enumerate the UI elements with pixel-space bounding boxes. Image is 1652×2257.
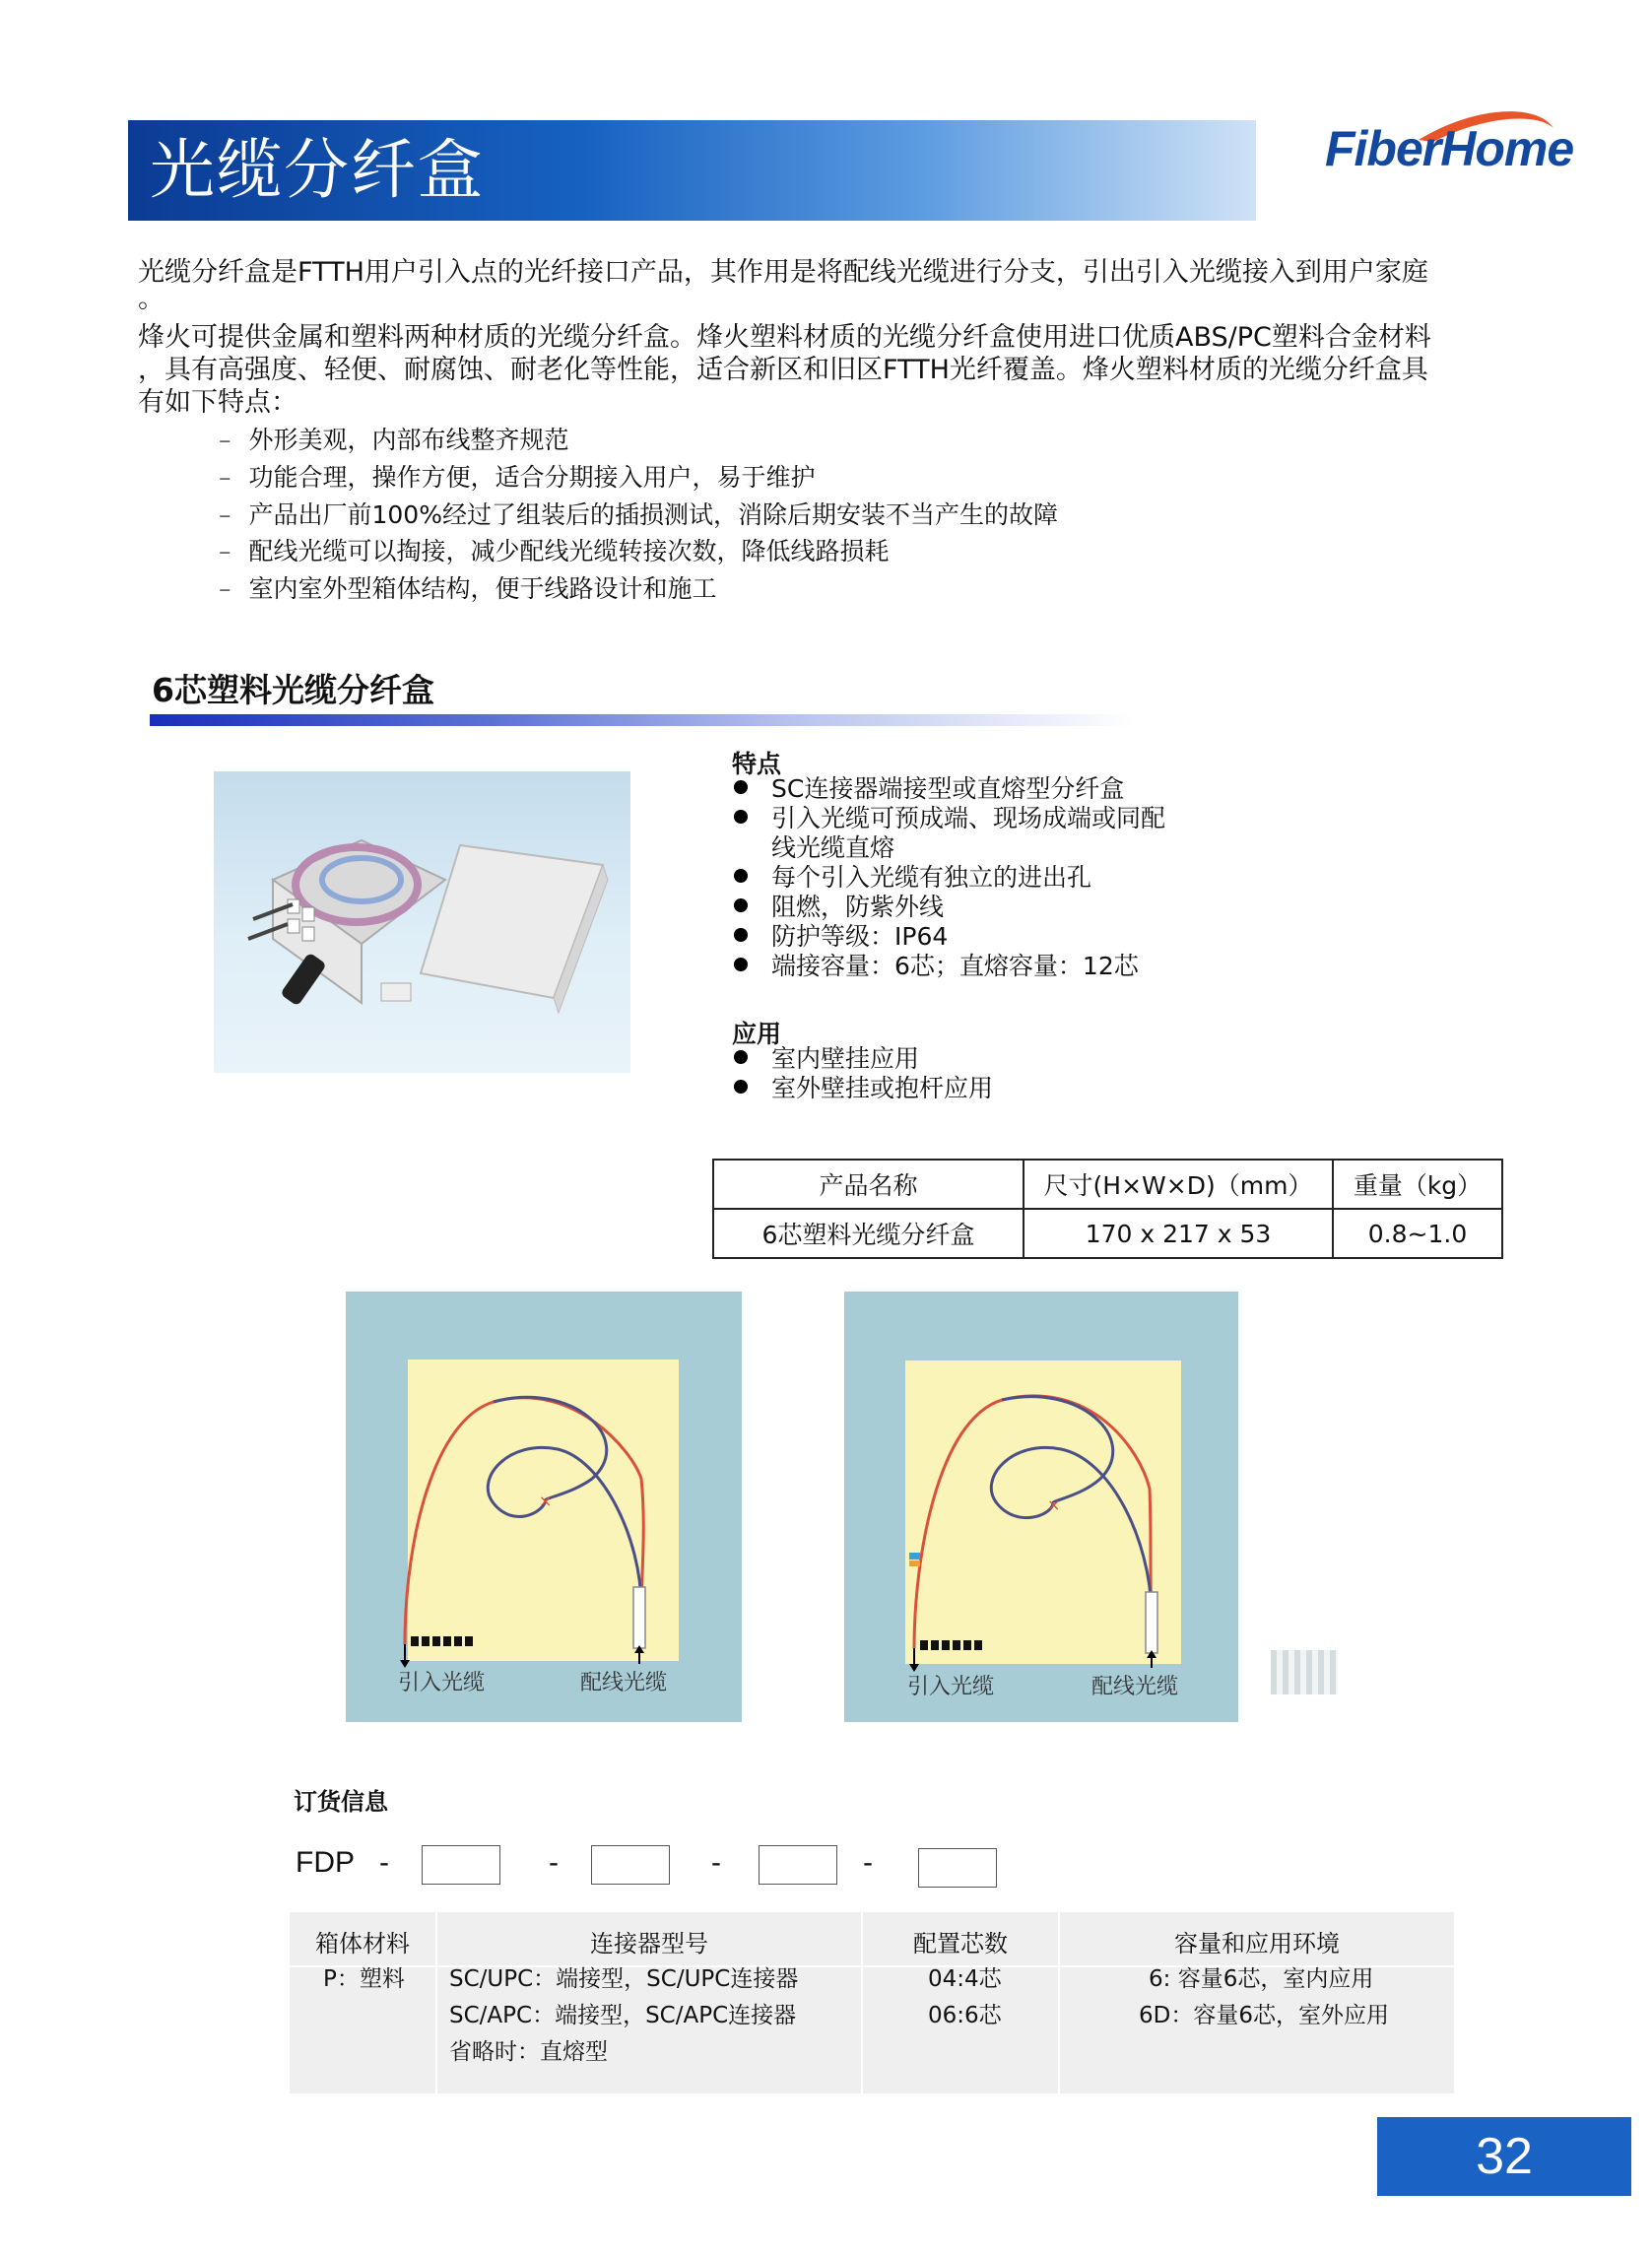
bullet-icon bbox=[734, 1050, 748, 1064]
section-title: 6芯塑料光缆分纤盒 bbox=[152, 671, 434, 709]
bullet-icon bbox=[734, 869, 748, 883]
bullet-icon bbox=[734, 1080, 748, 1094]
brand-logo bbox=[1325, 99, 1574, 197]
intro-point: – 产品出厂前100%经过了组装后的插损测试，消除后期安装不当产生的故障 bbox=[219, 500, 1058, 529]
feature-item: 引入光缆可预成端、现场成端或同配 bbox=[734, 804, 1165, 833]
table-cell: 省略时：直熔型 bbox=[449, 2039, 608, 2065]
svg-text:×: × bbox=[1047, 1495, 1061, 1514]
intro-line-4: 有如下特点： bbox=[138, 387, 297, 418]
spec-header-row bbox=[713, 1160, 1502, 1209]
spec-header: 产品名称 bbox=[713, 1160, 1024, 1209]
intro-point: – 功能合理，操作方便，适合分期接入用户，易于维护 bbox=[219, 463, 816, 492]
page-number-badge bbox=[1377, 2117, 1631, 2196]
spec-table bbox=[712, 1159, 1503, 1259]
bullet-icon bbox=[734, 898, 748, 912]
ordering-title: 订货信息 bbox=[294, 1788, 388, 1816]
feature-item: 每个引入光缆有独立的进出孔 bbox=[734, 863, 1091, 893]
bullet-icon bbox=[734, 958, 748, 971]
order-code-separator: - bbox=[379, 1846, 389, 1879]
spec-cell: 170 x 217 x 53 bbox=[1024, 1209, 1333, 1258]
feature-item: SC连接器端接型或直熔型分纤盒 bbox=[734, 774, 1124, 804]
table-cell: 04:4芯 bbox=[928, 1966, 1002, 1992]
order-code-field-material[interactable] bbox=[422, 1845, 500, 1885]
fiber-box-illustration bbox=[214, 771, 630, 1073]
intro-line-1-end: 。 bbox=[138, 284, 165, 314]
ordering-table bbox=[290, 1912, 1454, 2093]
distribution-cable-label: 配线光缆 bbox=[1091, 1675, 1179, 1699]
order-code-field-cores[interactable] bbox=[759, 1845, 837, 1885]
spec-cell: 0.8~1.0 bbox=[1333, 1209, 1502, 1258]
fiber-route-icon bbox=[346, 1292, 742, 1722]
feature-item: 防护等级：IP64 bbox=[734, 922, 948, 952]
intro-point: – 配线光缆可以掏接，减少配线光缆转接次数，降低线路损耗 bbox=[219, 537, 890, 565]
drop-cable-label: 引入光缆 bbox=[907, 1675, 995, 1699]
feature-item-continuation: 线光缆直熔 bbox=[771, 833, 895, 862]
page-title: 光缆分纤盒 bbox=[150, 132, 485, 208]
svg-text:×: × bbox=[539, 1492, 553, 1510]
feature-item: 端接容量：6芯；直熔容量：12芯 bbox=[734, 952, 1139, 981]
table-cell: 6D：容量6芯，室外应用 bbox=[1139, 2003, 1389, 2028]
table-cell: SC/UPC：端接型，SC/UPC连接器 bbox=[449, 1966, 799, 1992]
order-code-separator: - bbox=[549, 1846, 559, 1879]
drop-cable-label: 引入光缆 bbox=[398, 1671, 486, 1695]
order-code-field-connector[interactable] bbox=[591, 1845, 670, 1885]
column-header: 配置芯数 bbox=[913, 1930, 1008, 1958]
bullet-icon bbox=[734, 810, 748, 824]
column-header: 连接器型号 bbox=[590, 1930, 708, 1958]
order-code-prefix: FDP bbox=[296, 1846, 355, 1879]
spec-header: 尺寸(H×W×D)（mm） bbox=[1024, 1160, 1333, 1209]
product-photo bbox=[214, 771, 630, 1073]
page-number: 32 bbox=[1476, 2128, 1533, 2185]
order-code-separator: - bbox=[711, 1846, 721, 1879]
features-heading: 特点 bbox=[732, 750, 782, 778]
spec-row bbox=[713, 1209, 1502, 1258]
distribution-cable-label: 配线光缆 bbox=[580, 1671, 668, 1695]
application-heading: 应用 bbox=[732, 1020, 782, 1048]
wiring-diagram-right bbox=[844, 1292, 1238, 1722]
section-underline bbox=[150, 714, 1135, 726]
spec-cell: 6芯塑料光缆分纤盒 bbox=[713, 1209, 1024, 1258]
column-header: 箱体材料 bbox=[315, 1930, 410, 1958]
intro-line-2: 烽火可提供金属和塑料两种材质的光缆分纤盒。烽火塑料材质的光缆分纤盒使用进口优质ABS/PC塑料合金材料 bbox=[138, 322, 1431, 353]
order-code-field-capacity[interactable] bbox=[918, 1848, 997, 1888]
table-cell: 6: 容量6芯，室内应用 bbox=[1149, 1966, 1374, 1992]
fiber-route-icon bbox=[844, 1292, 1238, 1722]
spec-header: 重量（kg） bbox=[1333, 1160, 1502, 1209]
intro-line-3: ，具有高强度、轻便、耐腐蚀、耐老化等性能，适合新区和旧区FTTH光纤覆盖。烽火塑料材质的光缆分纤盒具 bbox=[138, 355, 1428, 385]
table-cell: SC/APC：端接型，SC/APC连接器 bbox=[449, 2003, 797, 2028]
application-item: 室内壁挂应用 bbox=[734, 1044, 919, 1074]
table-cell: 06:6芯 bbox=[928, 2003, 1002, 2028]
application-item: 室外壁挂或抱杆应用 bbox=[734, 1074, 993, 1103]
column-header: 容量和应用环境 bbox=[1174, 1930, 1340, 1958]
bullet-icon bbox=[734, 780, 748, 794]
bullet-icon bbox=[734, 928, 748, 942]
blurred-mark bbox=[1271, 1650, 1338, 1694]
intro-point: – 室内室外型箱体结构，便于线路设计和施工 bbox=[219, 574, 717, 603]
table-cell: P：塑料 bbox=[323, 1966, 405, 1992]
intro-point: – 外形美观，内部布线整齐规范 bbox=[219, 426, 569, 454]
feature-item: 阻燃，防紫外线 bbox=[734, 893, 944, 922]
order-code-separator: - bbox=[863, 1846, 873, 1879]
logo-text: FiberHome bbox=[1325, 121, 1574, 176]
intro-line-1: 光缆分纤盒是FTTH用户引入点的光纤接口产品，其作用是将配线光缆进行分支，引出引入光缆接入到用户家庭 bbox=[138, 257, 1428, 288]
wiring-diagram-left bbox=[346, 1292, 742, 1722]
